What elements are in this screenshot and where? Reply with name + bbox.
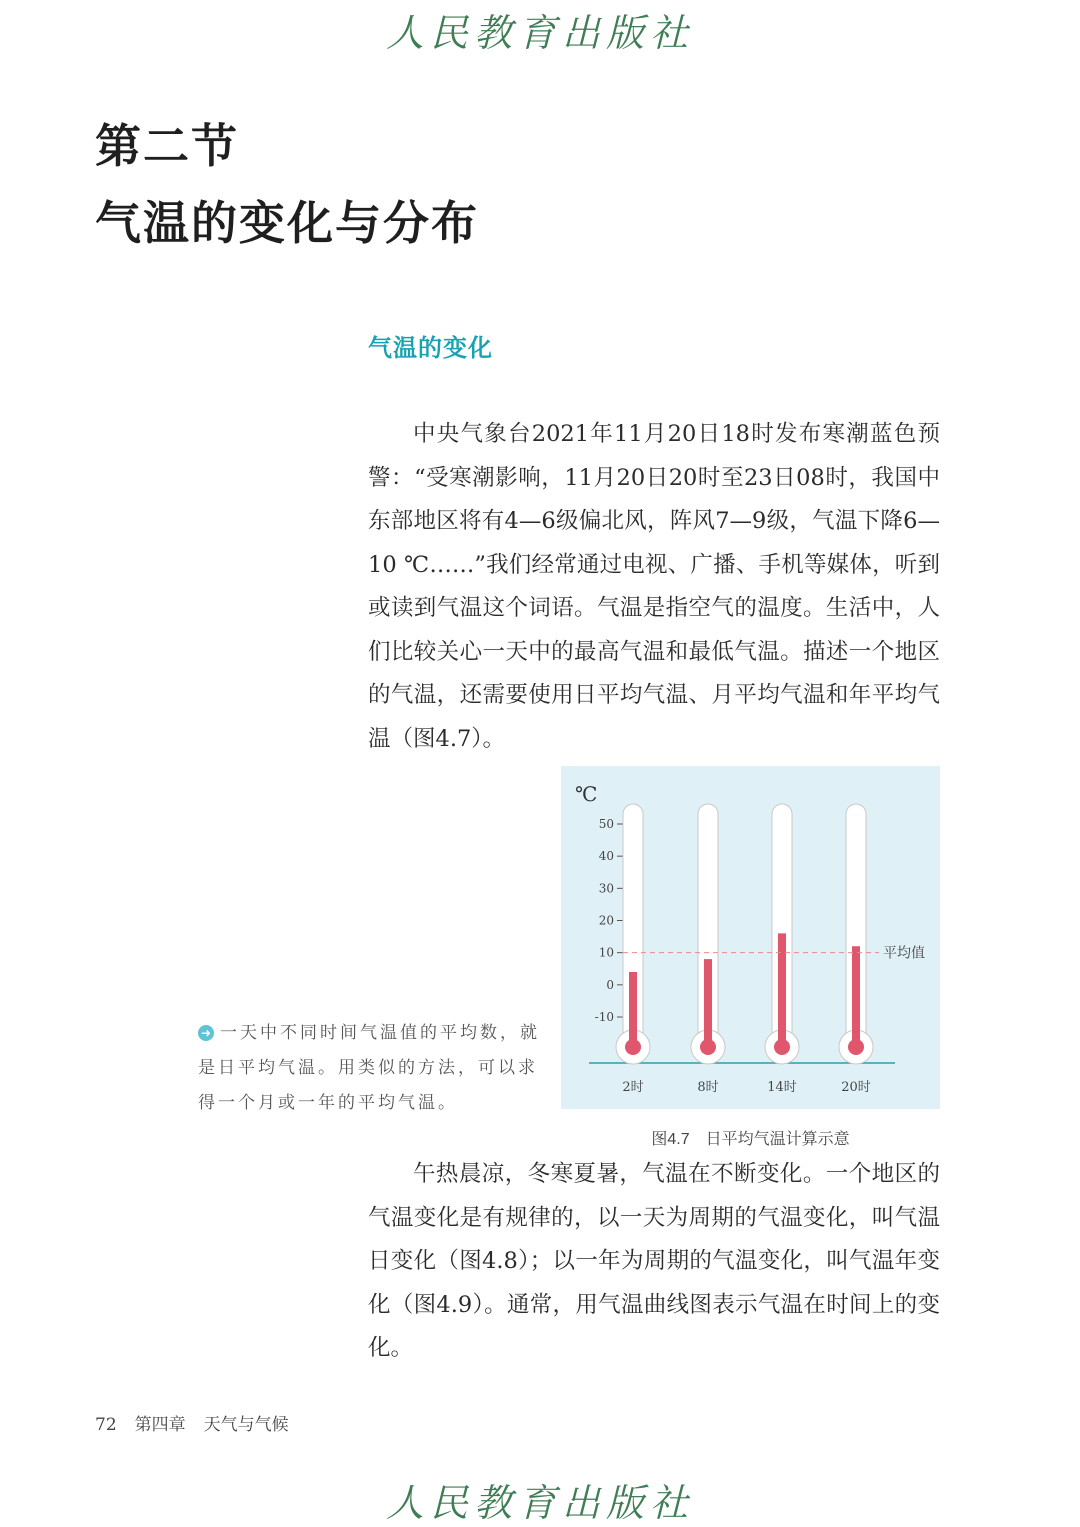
- axis-unit-label: ℃: [575, 782, 598, 806]
- page-footer: [95, 1410, 307, 1435]
- x-category-label: 20时: [841, 1080, 871, 1095]
- subheading: 气温的变化: [368, 333, 493, 362]
- mercury-bar: [852, 946, 860, 1047]
- mercury-bulb: [774, 1039, 790, 1055]
- x-category-label: 8时: [697, 1080, 719, 1095]
- y-tick-label: 40: [598, 849, 614, 864]
- section-number: 第二节: [95, 119, 239, 173]
- y-tick-label: 30: [598, 881, 614, 896]
- chapter-label: 第四章: [134, 1415, 186, 1435]
- side-note-text: 一天中不同时间气温值的平均数，就是日平均气温。用类似的方法，可以求得一个月或一年的平均气温。: [198, 1023, 540, 1113]
- mercury-bulb: [625, 1039, 641, 1055]
- section-title: 气温的变化与分布: [95, 196, 479, 250]
- thermometer-chart: [561, 766, 940, 1109]
- mercury-bar: [704, 959, 712, 1047]
- average-label: 平均值: [883, 945, 925, 962]
- mercury-bulb: [700, 1039, 716, 1055]
- mercury-bar: [778, 933, 786, 1047]
- publisher-watermark-top: 人民教育出版社: [385, 11, 694, 55]
- body-paragraph-1: 中央气象台2021年11月20日18时发布寒潮蓝色预警：“受寒潮影响，11月20日20时至23日08时，我国中东部地区将有4—6级偏北风，阵风7—9级，气温下降6—10 ℃……”我们经常通过电视、广播、手机等媒体，听到或读到气温这个词语。气温是指空气的温度。生活中，人们比较关心一天中的最高气温和最低气温。描述一个地区的气温，还需要使用日平均气温、月平均气温和年平均气温（图4.7）。: [368, 421, 940, 752]
- y-tick-label: 20: [598, 913, 614, 928]
- y-tick-label: 10: [598, 945, 614, 960]
- mercury-bulb: [848, 1039, 864, 1055]
- y-tick-label: 50: [598, 817, 614, 831]
- side-note: [198, 1016, 543, 1121]
- body-paragraph-2: 午热晨凉，冬寒夏暑，气温在不断变化。一个地区的气温变化是有规律的，以一天为周期的气温变化，叫气温日变化（图4.8）；以一年为周期的气温变化，叫气温年变化（图4.9）。通常，用气温曲线图表示气温在时间上的变化。: [368, 1161, 940, 1361]
- y-tick-label: 0: [606, 977, 614, 992]
- chapter-title: 天气与气候: [203, 1415, 289, 1435]
- x-category-label: 14时: [767, 1080, 797, 1095]
- publisher-watermark-bottom: 人民教育出版社: [385, 1481, 694, 1525]
- x-category-label: 2时: [622, 1080, 644, 1095]
- mercury-bar: [629, 972, 637, 1047]
- arrow-right-icon: ➜: [198, 1025, 214, 1041]
- y-tick-label: -10: [594, 1010, 614, 1024]
- figure-caption: 图4.7 日平均气温计算示意: [651, 1131, 850, 1148]
- thermometer-figure: [561, 766, 940, 1109]
- page-number: 72: [95, 1415, 117, 1435]
